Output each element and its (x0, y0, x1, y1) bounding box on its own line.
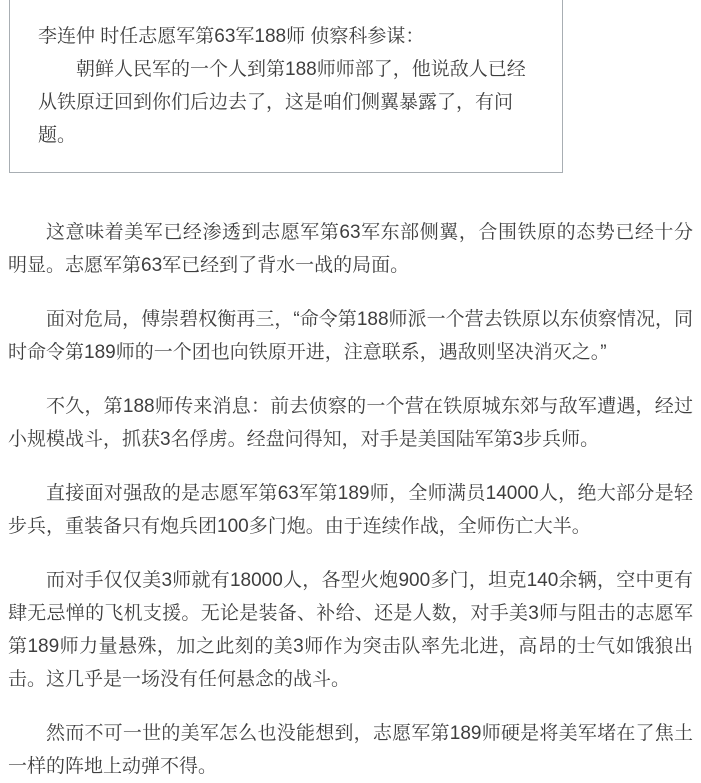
article-paragraph: 面对危局，傅崇碧权衡再三，“命令第188师派一个营去铁原以东侦察情况，同时命令第189师的一个团也向铁原开进，注意联系，遇敌则坚决消灭之。” (8, 309, 693, 363)
quote-text: 朝鲜人民军的一个人到第188师师部了，他说敌人已经从铁原迂回到你们后边去了，这是咱们侧翼暴露了，有问题。 (38, 59, 526, 146)
article-paragraph: 直接面对强敌的是志愿军第63军第189师，全师满员14000人，绝大部分是轻步兵，重装备只有炮兵团100多门炮。由于连续作战，全师伤亡大半。 (8, 483, 693, 537)
article-paragraph: 不久，第188师传来消息：前去侦察的一个营在铁原城东郊与敌军遭遇，经过小规模战斗，抓获3名俘虏。经盘问得知，对手是美国陆军第3步兵师。 (8, 396, 693, 450)
quote-attribution: 李连仲 时任志愿军第63军188师 侦察科参谋： (38, 26, 425, 47)
article-paragraph: 这意味着美军已经渗透到志愿军第63军东部侧翼，合围铁原的态势已经十分明显。志愿军第63军已经到了背水一战的局面。 (8, 222, 693, 276)
article-body (8, 216, 693, 783)
article-paragraph: 而对手仅仅美3师就有18000人，各型火炮900多门，坦克140余辆，空中更有肆无忌惮的飞机支援。无论是装备、补给、还是人数，对手美3师与阻击的志愿军第189师力量悬殊，加之此刻的美3师作为突击队率先北进，高昂的士气如饿狼出击。这几乎是一场没有任何悬念的战斗。 (8, 570, 693, 690)
article-paragraph: 然而不可一世的美军怎么也没能想到，志愿军第189师硬是将美军堵在了焦土一样的阵地上动弹不得。 (8, 723, 693, 777)
interview-quote-box (9, 0, 563, 173)
